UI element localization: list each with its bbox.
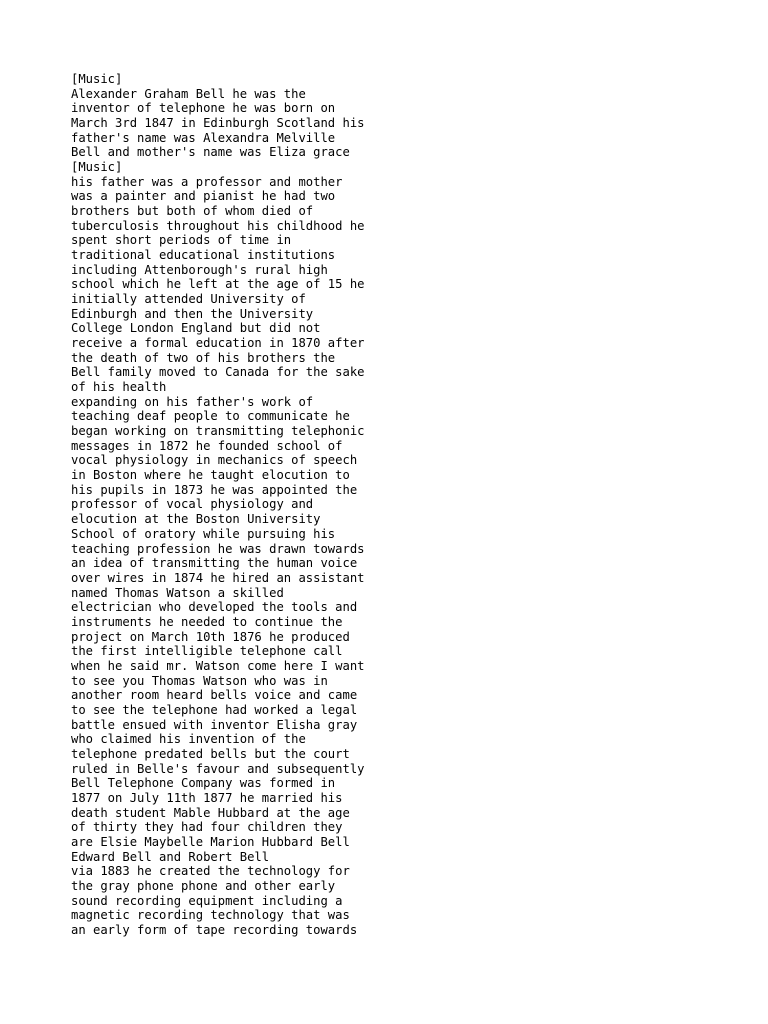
- text-line: School of oratory while pursuing his: [71, 526, 336, 541]
- text-line: Edinburgh and then the University: [71, 306, 314, 321]
- text-line: an idea of transmitting the human voice: [71, 556, 358, 571]
- text-line: the gray phone phone and other early: [71, 878, 336, 893]
- text-line: [Music]: [71, 72, 123, 86]
- text-line: father's name was Alexandra Melville: [71, 130, 336, 145]
- text-line: of his health: [71, 380, 167, 395]
- text-line: are Elsie Maybelle Marion Hubbard Bell: [71, 834, 350, 849]
- text-line: another room heard bells voice and came: [71, 688, 358, 703]
- text-line: spent short periods of time in: [71, 233, 292, 248]
- text-line: to see the telephone had worked a legal: [71, 702, 358, 717]
- text-line: elocution at the Boston University: [71, 512, 321, 527]
- text-line: brothers but both of whom died of: [71, 204, 314, 219]
- text-line: Alexander Graham Bell he was the: [71, 86, 306, 101]
- text-line: over wires in 1874 he hired an assistant: [71, 570, 365, 585]
- text-line: 1877 on July 11th 1877 he married his: [71, 790, 343, 805]
- text-line: inventor of telephone he was born on: [71, 101, 336, 116]
- transcript-text: [71, 72, 751, 938]
- text-line: began working on transmitting telephonic: [71, 424, 365, 439]
- text-line: the death of two of his brothers the: [71, 350, 336, 365]
- text-line: via 1883 he created the technology for: [71, 864, 350, 879]
- text-line: was a painter and pianist he had two: [71, 189, 336, 204]
- text-line: including Attenborough's rural high: [71, 262, 328, 277]
- text-line: Bell and mother's name was Eliza grace: [71, 145, 350, 160]
- text-line: tuberculosis throughout his childhood he: [71, 218, 365, 233]
- text-line: Edward Bell and Robert Bell: [71, 849, 270, 864]
- text-line: in Boston where he taught elocution to: [71, 468, 350, 483]
- text-line: Bell Telephone Company was formed in: [71, 776, 336, 791]
- text-line: sound recording equipment including a: [71, 893, 343, 908]
- text-line: March 3rd 1847 in Edinburgh Scotland his: [71, 116, 365, 131]
- text-line: College London England but did not: [71, 321, 321, 336]
- text-line: professor of vocal physiology and: [71, 497, 314, 512]
- text-line: instruments he needed to continue the: [71, 614, 343, 629]
- text-line: ruled in Belle's favour and subsequently: [71, 761, 365, 776]
- text-line: initially attended University of: [71, 292, 306, 307]
- text-line: magnetic recording technology that was: [71, 908, 350, 923]
- text-line: traditional educational institutions: [71, 248, 336, 263]
- text-line: his father was a professor and mother: [71, 174, 343, 189]
- text-line: death student Mable Hubbard at the age: [71, 805, 350, 820]
- text-line: an early form of tape recording towards: [71, 922, 358, 937]
- text-line: telephone predated bells but the court: [71, 746, 350, 761]
- text-line: electrician who developed the tools and: [71, 600, 358, 615]
- text-line: who claimed his invention of the: [71, 732, 306, 747]
- text-line: project on March 10th 1876 he produced: [71, 629, 350, 644]
- text-line: [Music]: [71, 160, 123, 175]
- text-line: expanding on his father's work of: [71, 394, 314, 409]
- text-line: vocal physiology in mechanics of speech: [71, 453, 358, 468]
- text-line: messages in 1872 he founded school of: [71, 438, 343, 453]
- text-line: Bell family moved to Canada for the sake: [71, 365, 365, 380]
- text-line: of thirty they had four children they: [71, 820, 343, 835]
- text-line: to see you Thomas Watson who was in: [71, 673, 328, 688]
- transcript-page: [71, 72, 751, 938]
- text-line: teaching deaf people to communicate he: [71, 409, 350, 424]
- text-line: battle ensued with inventor Elisha gray: [71, 717, 358, 732]
- text-line: school which he left at the age of 15 he: [71, 277, 365, 292]
- text-line: named Thomas Watson a skilled: [71, 585, 284, 600]
- text-line: teaching profession he was drawn towards: [71, 541, 365, 556]
- text-line: his pupils in 1873 he was appointed the: [71, 482, 358, 497]
- text-line: receive a formal education in 1870 after: [71, 336, 365, 351]
- text-line: the first intelligible telephone call: [71, 644, 343, 659]
- text-line: when he said mr. Watson come here I want: [71, 658, 365, 673]
